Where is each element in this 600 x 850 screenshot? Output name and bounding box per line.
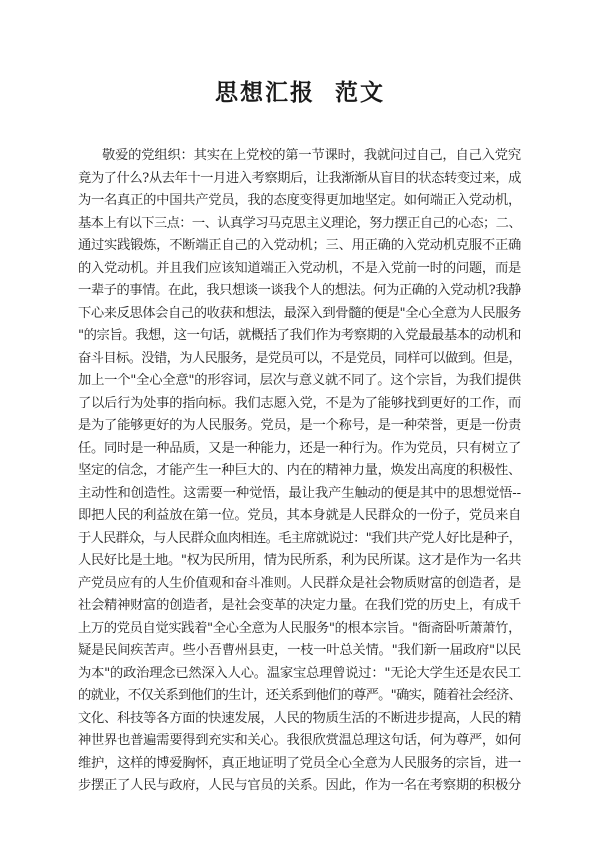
paragraph-line-text: 神世界也普遍需要得到充实和关心。我很欣赏温总理这句话，何为尊严，如何 [78,733,521,748]
paragraph-line [0,190,600,212]
paragraph-line-text: 于人民群众，与人民群众血肉相连。毛主席就说过："我们共产党人好比是种子， [78,530,521,546]
paragraph-line-text: 社会精神财富的创造者，是社会变革的决定力量。在我们党的历史上，有成千 [78,598,521,613]
paragraph-line [0,528,600,550]
paragraph-line-text: 基本上有以下三点：一、认真学习马克思主义理论，努力摆正自己的心态；二、 [78,215,521,231]
paragraph-line-text: 上万的党员自觉实践着"全心全意为人民服务"的根本宗旨。"衙斋卧听萧萧竹， [78,620,521,636]
paragraph-line-text: 文化、科技等各方面的快速发展，人民的物质生活的不断进步提高，人民的精 [78,710,521,726]
paragraph-line [0,415,600,437]
paragraph-line [0,168,600,190]
paragraph-line [0,303,600,325]
paragraph-line [0,708,600,730]
paragraph-line [0,618,600,640]
paragraph-line [0,483,600,505]
paragraph-line [0,460,600,482]
paragraph-line [0,663,600,685]
paragraph-line-text: 通过实践锻炼，不断端正自己的入党动机；三、用正确的入党动机克服不正确 [78,238,521,253]
paragraph-line-text: 产党员应有的人生价值观和奋斗准则。人民群众是社会物质财富的创造者，是 [78,575,521,591]
paragraph-line [0,775,600,797]
paragraph-line [0,730,600,752]
paragraph-line [0,595,600,617]
paragraph-line [0,348,600,370]
paragraph-line-text: 为本"的政治理念已然深入人心。温家宝总理曾说过："无论大学生还是农民工 [78,665,521,681]
paragraph-line-text: 任。同时是一种品质，又是一种能力，还是一种行为。作为党员，只有树立了 [78,440,521,456]
paragraph-line [0,685,600,707]
document-title: 思想汇报 范文 [214,79,385,106]
paragraph-line [0,235,600,257]
paragraph-line [0,213,600,235]
paragraph-line [0,280,600,302]
paragraph-line [0,370,600,392]
paragraph-line [0,258,600,280]
paragraph-line-text: 为一名真正的中国共产党员，我的态度变得更加地坚定。如何端正入党动机， [78,193,521,208]
paragraph-line-text: 坚定的信念，才能产生一种巨大的、内在的精神力量，焕发出高度的积极性、 [78,463,521,478]
paragraph-line [0,393,600,415]
paragraph-line-text: 的入党动机。并且我们应该知道端正入党动机，不是入党前一时的问题，而是 [78,260,521,276]
paragraph-line-text: 步摆正了人民与政府，人民与官员的关系。因此，作为一名在考察期的积极分 [78,778,521,793]
paragraph-line [0,505,600,527]
paragraph-line-text: 了以后行为处事的指向标。我们志愿入党，不是为了能够找到更好的工作，而 [78,395,521,411]
paragraph-line [0,145,600,167]
paragraph-line-text: 疑是民间疾苦声。些小吾曹州县吏，一枝一叶总关情。"我们新一届政府"以民 [78,643,521,658]
paragraph-line-text: 竟为了什么?从去年十一月进入考察期后，让我渐渐从盲目的状态转变过来，成 [78,170,521,186]
paragraph-line [0,325,600,347]
paragraph-line-text: 是为了能够更好的为人民服务。党员，是一个称号，是一种荣誉，更是一份责 [78,418,521,433]
paragraph-line-text: 敬爱的党组织：其实在上党校的第一节课时，我就问过自己，自己入党究 [102,148,521,163]
paragraph-line-text: 维护，这样的博爱胸怀，真正地证明了党员全心全意为人民服务的宗旨，进一 [78,755,521,771]
paragraph-line-text: 的就业，不仅关系到他们的生计，还关系到他们的尊严。"确实，随着社会经济、 [78,688,521,703]
paragraph-line [0,753,600,775]
paragraph-line-text: 主动性和创造性。这需要一种觉悟，最让我产生触动的便是其中的思想觉悟-- [78,485,521,501]
paragraph-line [0,573,600,595]
paragraph-line-text: 即把人民的利益放在第一位。党员，其本身就是人民群众的一份子，党员来自 [78,508,521,523]
paragraph-line-text: 人民好比是土地。"权为民所用，情为民所系，利为民所谋。这才是作为一名共 [78,553,521,568]
paragraph-line-text: 下心来反思体会自己的收获和想法，最深入到骨髓的便是"全心全意为人民服务 [78,305,521,321]
paragraph-line-text: "的宗旨。我想，这一句话，就概括了我们作为考察期的入党最最基本的动机和 [78,328,521,343]
paragraph-line-text: 加上一个"全心全意"的形容词，层次与意义就不同了。这个宗旨，为我们提供 [78,373,521,388]
paragraph-line-text: 奋斗目标。没错，为人民服务，是党员可以，不是党员，同样可以做到。但是， [78,350,521,366]
paragraph-line [0,550,600,572]
paragraph-line [0,438,600,460]
paragraph-line-text: 一辈子的事情。在此，我只想谈一谈我个人的想法。何为正确的入党动机?我静 [78,283,521,298]
paragraph-line [0,640,600,662]
